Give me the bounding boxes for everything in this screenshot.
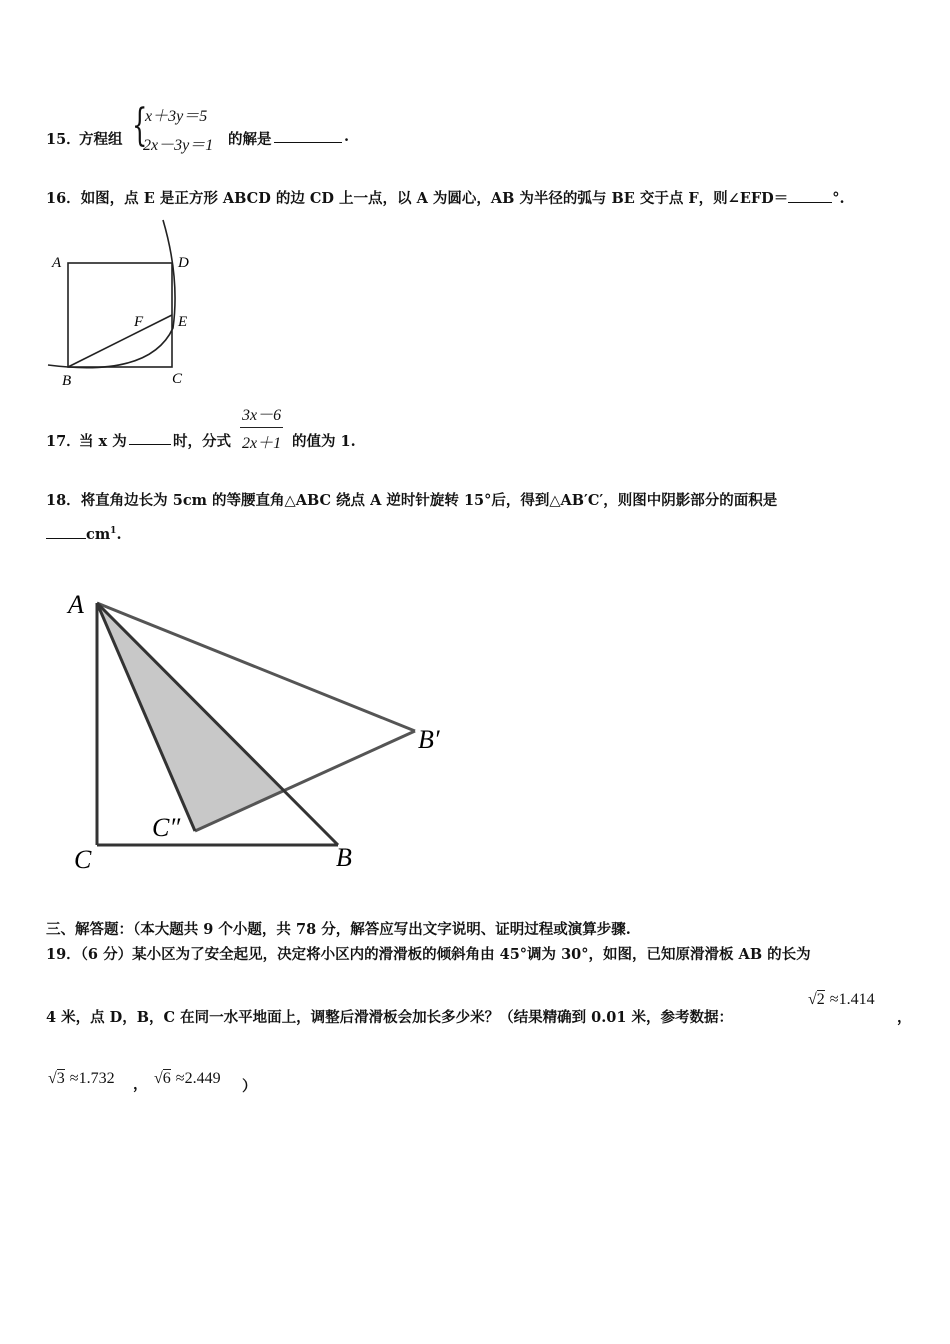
answer-unit: cm [86, 526, 111, 543]
question-15-number: 15． [46, 131, 81, 148]
answer-blank-16[interactable] [788, 190, 832, 203]
question-18-number: 18． [46, 492, 81, 509]
question-16-text: 如图，点 E 是正方形 ABCD 的边 CD 上一点，以 A 为圆心，AB 为半径的弧与 BE 交于点 F，则∠EFD＝ [80, 190, 789, 207]
label-b-prime: B′ [418, 725, 440, 754]
sqrt-2-value: ≈1.414 [829, 991, 875, 1008]
question-17-middle: 时，分式 [173, 433, 231, 450]
equation-system-brace: { [132, 100, 148, 151]
close-paren: ） [242, 1078, 257, 1095]
segment-be [68, 315, 172, 367]
comma-1: ， [897, 1009, 912, 1026]
question-18-text: 将直角边长为 5cm 的等腰直角△ABC 绕点 A 逆时针旋转 15°后，得到△AB′C′，则图中阴影部分的面积是 [80, 492, 778, 509]
question-15-prefix: 方程组 [79, 131, 123, 148]
label-a: A [52, 255, 62, 271]
label-d: D [178, 255, 189, 271]
radical-sign: √ [154, 1070, 163, 1087]
sqrt-2-radicand: 2 [816, 991, 825, 1008]
figure-square-arc [40, 218, 210, 393]
label-e: E [178, 314, 188, 330]
sqrt-2-approx [808, 991, 875, 1009]
label-c: C [74, 845, 92, 874]
question-17-suffix: 的值为 1. [292, 433, 356, 450]
sqrt-6-radicand: 6 [162, 1070, 171, 1087]
square-abcd [68, 263, 172, 367]
fraction-denominator: 2x＋1 [242, 435, 282, 452]
question-17-prefix: 当 x 为 [79, 433, 127, 450]
question-16-end: °. [832, 190, 845, 207]
question-18-end: . [116, 526, 122, 543]
label-a: A [68, 590, 84, 619]
equation-1: x＋3y＝5 [145, 108, 208, 125]
sqrt-3-approx [48, 1070, 115, 1088]
question-19-line-2 [46, 1006, 733, 1027]
question-15-suffix: 的解是 [228, 131, 272, 148]
question-15-end: . [344, 128, 350, 145]
sqrt-3-value: ≈1.732 [69, 1070, 115, 1087]
label-c: C [172, 371, 183, 387]
sqrt-6-approx [154, 1070, 221, 1088]
section-3-title: 三、解答题：（本大题共 9 个小题，共 78 分，解答应写出文字说明、证明过程或演算步骤. [46, 921, 631, 938]
sqrt-6-value: ≈2.449 [175, 1070, 221, 1087]
radical-sign: √ [808, 991, 817, 1008]
shaded-region [97, 603, 285, 831]
fraction-numerator: 3x－6 [240, 402, 283, 428]
label-f: F [134, 314, 144, 330]
question-16 [46, 187, 845, 208]
radical-sign: √ [48, 1070, 57, 1087]
unit-superscript: 1 [110, 526, 117, 537]
equation-2: 2x－3y＝1 [143, 137, 214, 154]
figure-rotated-triangles [60, 580, 480, 880]
label-b: B [336, 843, 352, 872]
answer-blank-17[interactable] [129, 432, 171, 445]
question-18 [46, 489, 777, 510]
sqrt-3-radicand: 3 [56, 1070, 65, 1087]
answer-blank-15[interactable] [274, 130, 342, 143]
question-16-number: 16． [46, 190, 81, 207]
label-b: B [62, 373, 72, 389]
question-19-line-1: 19．（6 分）某小区为了安全起见，决定将小区内的滑滑板的倾斜角由 45°调为 30°，如图，已知原滑滑板 AB 的长为 [46, 946, 811, 963]
label-c-prime: C″ [152, 813, 181, 842]
fraction [240, 402, 283, 453]
question-19-text: 4 米，点 D，B，C 在同一水平地面上，调整后滑滑板会加长多少米？（结果精确到 0.01 米，参考数据： [46, 1009, 734, 1026]
question-18-answer-line [46, 526, 122, 543]
question-17-number: 17． [46, 433, 81, 450]
comma-2: ， [133, 1076, 148, 1093]
answer-blank-18[interactable] [46, 526, 86, 539]
